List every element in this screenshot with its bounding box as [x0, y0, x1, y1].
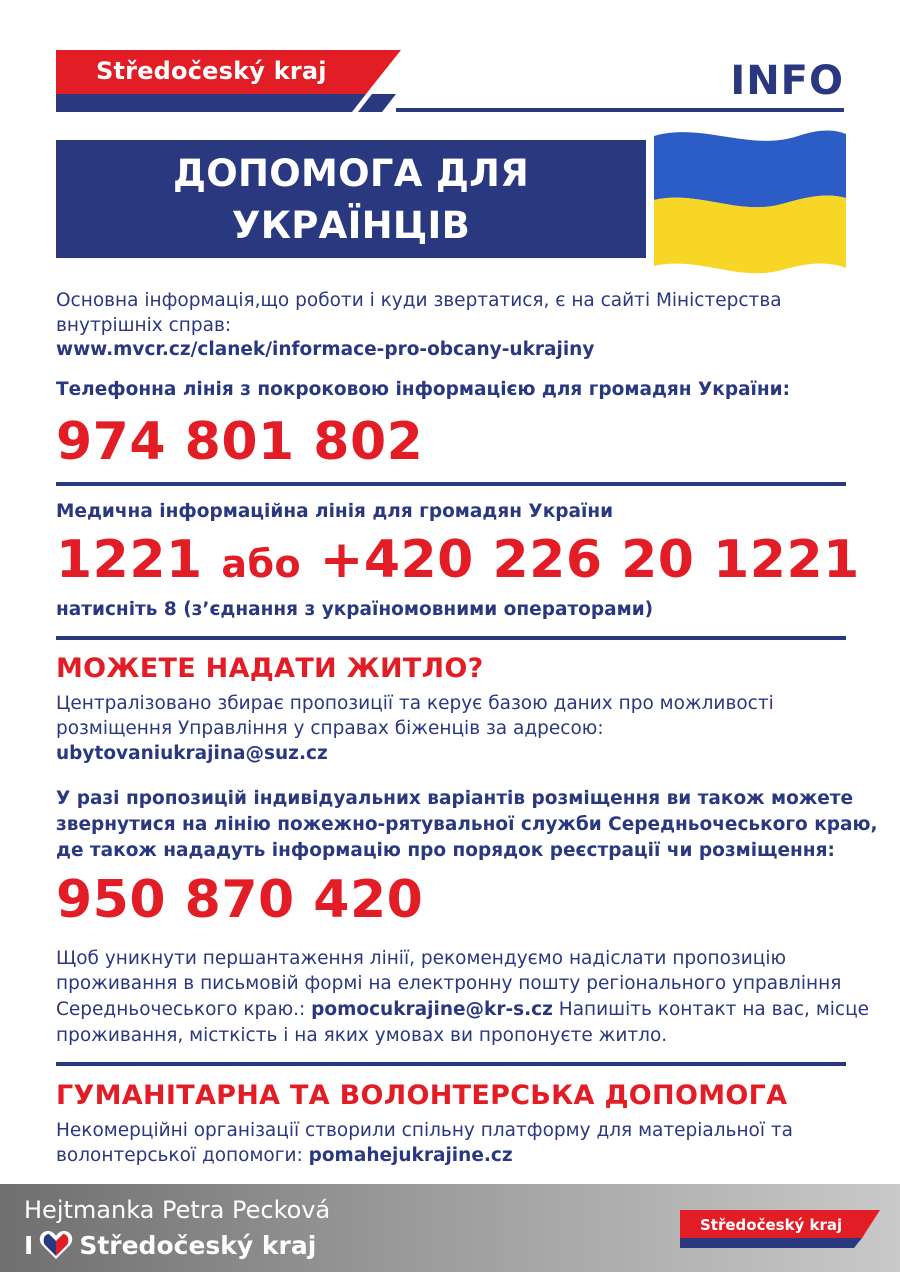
info-label: INFO [730, 58, 844, 104]
title-line-1: ДОПОМОГА ДЛЯ УКРАЇНЦІВ [173, 152, 529, 247]
medical-number-full[interactable]: +420 226 20 1221 [319, 530, 860, 590]
housing-tail-2: проживання в письмовій формі на електронну пошту регіонального управління [56, 973, 842, 994]
housing-tail-1: Щоб уникнути першантаження лінії, рекомендуємо надіслати пропозицію [56, 948, 787, 969]
footer-slogan [24, 1230, 316, 1260]
humanitarian-line-2-prefix: волонтерської допомоги: [56, 1145, 309, 1166]
ukraine-flag-icon [654, 128, 846, 274]
divider-3 [56, 1062, 846, 1066]
humanitarian-line-2 [56, 1143, 513, 1168]
fire-service-line-3: де також нададуть інформацію про порядок реєстрації чи розміщення: [56, 840, 835, 861]
medical-numbers [56, 530, 860, 594]
footer-brand-name: Středočeský kraj [700, 1216, 843, 1234]
housing-line-2: розміщення Управління у справах біженців за адресою: [56, 718, 604, 739]
footer-governor-name: Hejtmanka Petra Pecková [24, 1196, 331, 1224]
housing-tail-3 [56, 997, 869, 1022]
pomahej-link[interactable]: pomahejukrajine.cz [308, 1145, 513, 1166]
medical-note: натисніть 8 (з’єднання з україномовними операторами) [56, 599, 654, 620]
header-divider [396, 108, 844, 112]
footer-region: Středočeský kraj [79, 1230, 317, 1260]
footer-i: I [24, 1230, 34, 1260]
fire-service-line-2: звернутися на лінію пожежно-рятувальної служби Середньочеського краю, [56, 814, 878, 835]
housing-email[interactable]: ubytovaniukrajina@suz.cz [56, 743, 328, 764]
title-line-2: ЯКІ ПРИБУВАЮТЬ ДО ЧЕХІЇ [117, 256, 585, 351]
humanitarian-heading: ГУМАНІТАРНА ТА ВОЛОНТЕРСЬКА ДОПОМОГА [56, 1080, 788, 1111]
hotline-label: Телефонна лінія з покроковою інформацією для громадян України: [56, 379, 791, 400]
housing-tail-3-prefix: Середньочеського краю.: [56, 999, 312, 1020]
medical-number-short[interactable]: 1221 [56, 530, 203, 590]
heart-icon [39, 1230, 73, 1260]
or-word: або [221, 542, 302, 586]
humanitarian-line-1: Некомерційні організації створили спільну платформу для матеріальної та [56, 1120, 794, 1141]
fire-service-number[interactable]: 950 870 420 [56, 870, 424, 930]
regional-email[interactable]: pomocukrajine@kr-s.cz [311, 999, 553, 1020]
medical-line-label: Медична інформаційна лінія для громадян України [56, 501, 614, 522]
divider-2 [56, 636, 846, 640]
intro-line-2: внутрішніх справ: [56, 315, 232, 336]
divider-1 [56, 482, 846, 486]
hotline-number[interactable]: 974 801 802 [56, 412, 424, 472]
mvcr-link[interactable]: www.mvcr.cz/clanek/informace-pro-obcany-ukrajiny [56, 339, 595, 360]
brand-name: Středočeský kraj [96, 57, 327, 85]
fire-service-line-1: У разі пропозицій індивідуальних варіантів розміщення ви також можете [56, 788, 854, 809]
intro-line-1: Основна інформація,що роботи і куди звертатися, є на сайті Міністерства [56, 290, 782, 311]
housing-heading: МОЖЕТЕ НАДАТИ ЖИТЛО? [56, 653, 484, 684]
housing-tail-3-suffix: Напишіть контакт на вас, місце [552, 999, 870, 1020]
housing-tail-4: проживання, місткість і на яких умовах ви пропонуєте житло. [56, 1025, 668, 1046]
housing-line-1: Централізовано збирає пропозиції та керує базою даних про можливості [56, 693, 774, 714]
